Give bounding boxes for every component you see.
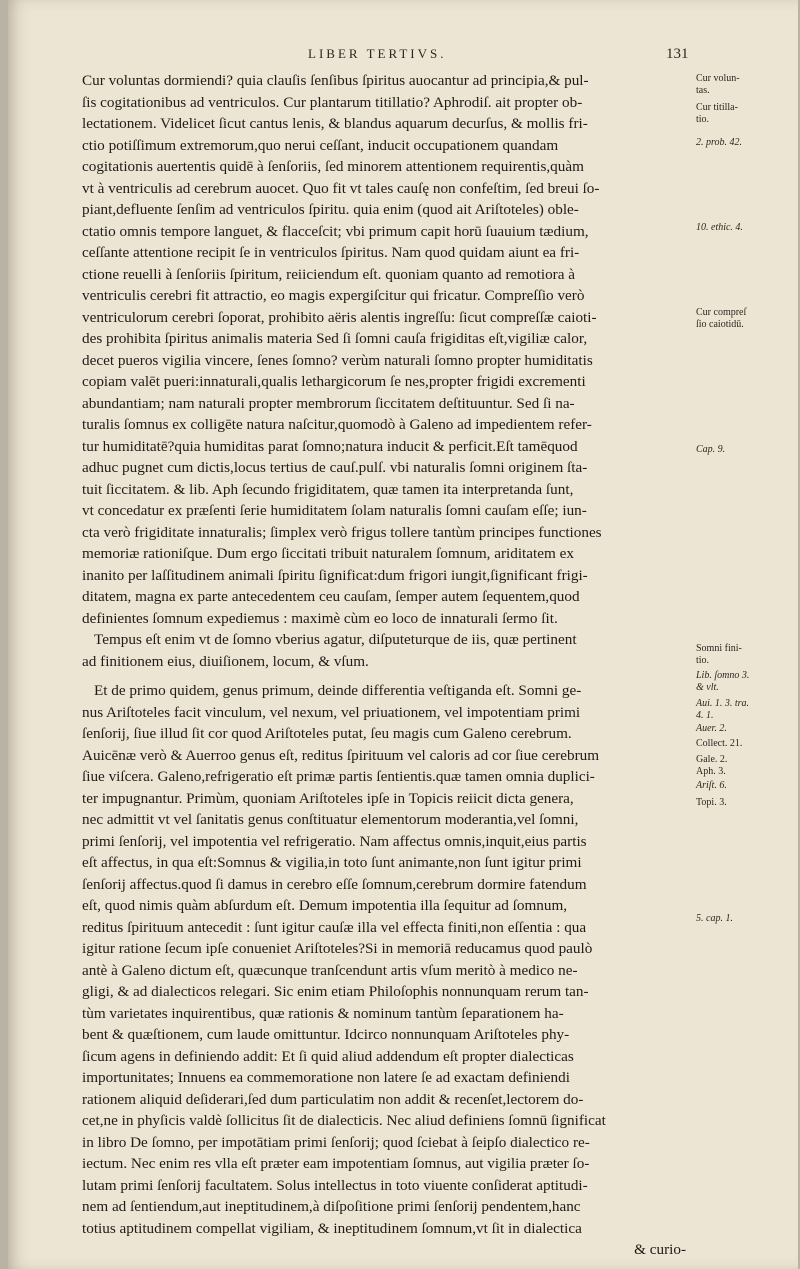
text-line: in libro De ſomno, per impotātiam primi ſenſorij; quod ſciebat à ſeipſo dialectico re- [82, 1133, 590, 1151]
text-line: ſenſorij affectus.quod ſi damus in cerebro eſſe ſomnum,cerebrum dormire fatendum [82, 875, 587, 893]
text-line: cet,ne in phyſicis valdè ſollicitus ſit de dialecticis. Nec aliud definiens ſomnū ſignificat [82, 1112, 606, 1129]
text-line: Et de primo quidem, genus primum, deinde differentia veſtiganda eſt. Somni ge- [94, 682, 582, 699]
text-line: inanito per laſſitudinem animali ſpiritu ſignificat:dum frigori iungit,ſignificant frigi- [82, 566, 588, 584]
margin-note-line: 4. 1. [696, 710, 714, 721]
text-line: ſis cogitationibus ad ventriculos. Cur plantarum titillatio? Aphrodiſ. ait propter ob- [82, 93, 583, 111]
margin-note-line: Cur titilla- [696, 102, 738, 113]
text-line: memoriæ rationiſque. Dum ergo ſiccitati tribuit naturalem ſomnum, ariditatem ex [82, 545, 574, 562]
margin-note [696, 723, 796, 735]
main-text-block [82, 70, 686, 1261]
text-line: primi ſenſorij, vel impotentia vel refrigeratio. Nam affectus omnis,inquit,eius partis [82, 832, 587, 850]
text-line: definientes ſomnum expediemus : maximè cùm eo loco de innaturali ſermo ſit. [82, 609, 558, 627]
margin-note-line: 2. prob. 42. [696, 137, 743, 148]
text-line: ſenſorij, ſiue illud ſit cor quod Ariſtoteles putat, ſeu magis cum Galeno cerebrum. [82, 725, 572, 742]
text-line: adhuc pugnet cum dictis,locus tertius de cauſ.pulſ. vbi naturalis ſomni originem ſta- [82, 459, 588, 476]
margin-note-line: Cur volun- [696, 73, 740, 84]
margin-note-line: & vlt. [696, 682, 719, 693]
paragraph-3 [82, 680, 686, 1239]
text-line: Cur voluntas dormiendi? quia clauſis ſenſibus ſpiritus auocantur ad principia,& pul- [82, 72, 589, 89]
margin-note [696, 102, 796, 126]
margin-note-line: 5. cap. 1. [696, 913, 733, 924]
margin-note-line: Collect. 21. [696, 738, 743, 749]
margin-note-line: Cap. 9. [696, 444, 726, 455]
catchword: & curio- [634, 1241, 686, 1258]
text-line: des prohibita ſpiritus animalis materia Sed ſi ſomni cauſa frigiditas eſt,vigiliæ calor, [82, 330, 588, 347]
margin-note-line: tio. [696, 655, 710, 666]
text-line: ditatem, magna ex parte antecedentem ceu cauſam, ſemper autem ſequentem,quod [82, 588, 580, 605]
text-line: decet pueros vigilia vincere, ſenes ſomno? verùm naturali ſomno propter humiditatis [82, 351, 593, 369]
margin-note-line: Aui. 1. 3. tra. [696, 698, 750, 709]
text-line: totius aptitudinem compellat vigiliam, & ineptitudinem ſomnum,vt ſit in dialectica [82, 1219, 582, 1237]
margin-note [696, 797, 796, 809]
text-line: iectum. Nec enim res vlla eſt præter eam impotentiam ſomnus, aut vigilia præter ſo- [82, 1155, 590, 1172]
text-line: nem ad ſentiendum,aut ineptitudinem,à diſpoſitione primi ſenſorij pendentem,hanc [82, 1198, 581, 1215]
margin-note [696, 307, 796, 331]
margin-note [696, 913, 796, 925]
text-line: piant,defluente ſenſim ad ventriculos ſpiritu. quia enim (quod ait Ariſtoteles) oble- [82, 201, 579, 218]
text-line: gligi, & ad dialecticos relegari. Sic enim etiam Philoſophis nonnunquam rerum tan- [82, 983, 589, 1000]
text-line: tur humiditatē?quia humiditas parat ſomno;natura inducit & perficit.Eſt tamēquod [82, 437, 578, 455]
text-line: tùm varietates inquirentibus, quæ rationis & nominum tantùm ſeparationem ha- [82, 1004, 564, 1022]
margin-note [696, 698, 796, 722]
margin-note [696, 738, 796, 750]
text-line: vt concedatur ex præſenti ſerie humiditatem ſolam naturalis ſomni cauſam eſſe; iun- [82, 502, 587, 519]
margin-note-line: tio. [696, 114, 710, 125]
text-line: importunitates; Innuens ea commemoratione non latere ſe ad exactam definiendi [82, 1069, 570, 1086]
text-line: ventriculis cerebri fit attractio, eo magis expergiſcitur qui fricatur. Compreſſio verò [82, 287, 585, 304]
margin-note-line: Topi. 3. [696, 797, 727, 808]
text-line: rationem aliquid deſiderari,ſed dum particulatim non addit & recenſet,lectorem do- [82, 1090, 584, 1108]
text-line: ctatio omnis tempore languet, & flacceſcit; vbi primum capit horū ſuauium tædium, [82, 222, 589, 240]
paragraph-2 [82, 629, 686, 672]
margin-note [696, 222, 796, 234]
text-line: igitur ratione ſecum ipſe conueniet Ariſtoteles?Si in memoriā reducamus quod paulò [82, 940, 593, 957]
margin-note [696, 73, 796, 97]
margin-note [696, 670, 796, 694]
margin-note [696, 780, 796, 792]
text-line: lectationem. Videlicet ſicut cantus lenis, & blandus aquarum decurſus, & mollis fri- [82, 115, 588, 132]
margin-note [696, 444, 796, 456]
text-line: bent & quæſtionem, cum laude omittuntur. Idcirco nonnunquam Ariſtoteles phy- [82, 1026, 570, 1043]
text-line: ctione reuelli à ſenſoriis ſpiritum, reiiciendum eſt. quoniam quanto ad remotiora à [82, 265, 576, 283]
text-line: ſicum agens in definiendo addit: Et ſi quid aliud addendum eſt propter dialecticas [82, 1047, 574, 1065]
text-line: cta verò frigiditate innaturalis; ſimplex verò frigus tollere tantùm principes functiones [82, 523, 602, 541]
text-line: ad finitionem eius, diuiſionem, locum, & vſum. [82, 652, 369, 670]
page-number: 131 [666, 46, 689, 62]
text-line: eſt affectus, in qua eſt:Somnus & vigilia,in toto ſunt animante,non ſunt igitur primi [82, 854, 582, 871]
margin-note-line: Gale. 2. [696, 754, 728, 765]
margin-note-line: 10. ethic. 4. [696, 222, 743, 233]
text-line: ctio potiſſimum extremorum,quo nerui ceſſant, inducit occupationem quandam [82, 136, 559, 154]
text-line: ceſſante attentione recipit ſe in ventriculos ſpiritus. Nam quod quidam aiunt ea fri- [82, 244, 580, 261]
text-line: nec admittit vt vel ſanitatis genus conſtituatur elementorum moderantia,vel ſomni, [82, 811, 579, 828]
text-line: cogitationis auertentis quidē à ſenſoriis, ſed minorem attentionem requirentis,quàm [82, 158, 584, 175]
margin-note-line: Lib. ſomno 3. [696, 670, 750, 681]
text-line: reditus ſpirituum antecedit : ſunt igitur cauſæ illa vel effecta finiti,non eſſentia : qua [82, 918, 587, 936]
margin-note-line: Cur compreſ [696, 307, 747, 318]
margin-note-line: tas. [696, 85, 710, 96]
text-line: antè à Galeno dictum eſt, quæcunque tranſcendunt artis vſum meritò à medico ne- [82, 961, 578, 979]
margin-note-line: Somni fini- [696, 643, 742, 654]
text-line: copiam valēt pueri:innaturali,qualis lethargicorum ſe nes,propter frigidi excrementi [82, 373, 586, 390]
margin-note [696, 754, 796, 778]
text-line: ſiue viſcera. Galeno,refrigeratio eſt primæ partis ſentientis.quæ tamen omnia duplici- [82, 768, 595, 785]
margin-note-line: Auer. 2. [696, 723, 727, 734]
text-line: ter impugnantur. Primùm, quoniam Ariſtoteles ipſe in Topicis reiicit dicta genera, [82, 789, 574, 807]
margin-note [696, 137, 796, 149]
margin-note [696, 643, 796, 667]
text-line: vt à ventriculis ad cerebrum auocet. Quo fit vt tales cauſę non confeſtim, ſed breui ſo- [82, 179, 600, 197]
margin-note-line: ſio caiotidū. [696, 319, 744, 330]
running-title: LIBER TERTIVS. [308, 46, 447, 61]
text-line: turalis ſomnus ex colligēte natura naſcitur,quomodò à Galeno ad impedientem refer- [82, 416, 592, 433]
text-line: ventriculorum cerebri ſoporat, prohibito aëris alentis ingreſſu: ſicut compreſſæ caioti- [82, 308, 597, 326]
margin-note-line: Ariſt. 6. [696, 780, 727, 791]
text-line: tuit ſiccitatem. & lib. Aph ſecundo frigiditatem, quæ tamen ita interpretanda ſunt, [82, 480, 574, 498]
margin-note-line: Aph. 3. [696, 766, 726, 777]
text-line: lutam primi ſenſorij facultatem. Solus intellectus in toto viuente conſiderat aptitudi- [82, 1176, 588, 1194]
text-line: nus Ariſtoteles facit vinculum, vel nexum, vel priuationem, vel impotentiam primi [82, 703, 581, 721]
text-line: abundantiam; nam naturali propter membrorum ſiccitatem deſtituuntur. Sed ſi na- [82, 394, 575, 412]
text-line: Auicēnæ verò & Auerroo genus eſt, reditus ſpirituum vel caloris ad cor ſiue cerebrum [82, 746, 600, 764]
page-header [8, 46, 798, 70]
book-page [8, 0, 798, 1269]
paragraph-gap [82, 672, 686, 680]
text-line: Tempus eſt enim vt de ſomno vberius agatur, diſputeturque de iis, quæ pertinent [94, 631, 577, 648]
text-line: eſt, quod nimis quàm abſurdum eſt. Demum impotentia illa ſequitur ad ſomnum, [82, 897, 568, 914]
paragraph-1 [82, 70, 686, 629]
